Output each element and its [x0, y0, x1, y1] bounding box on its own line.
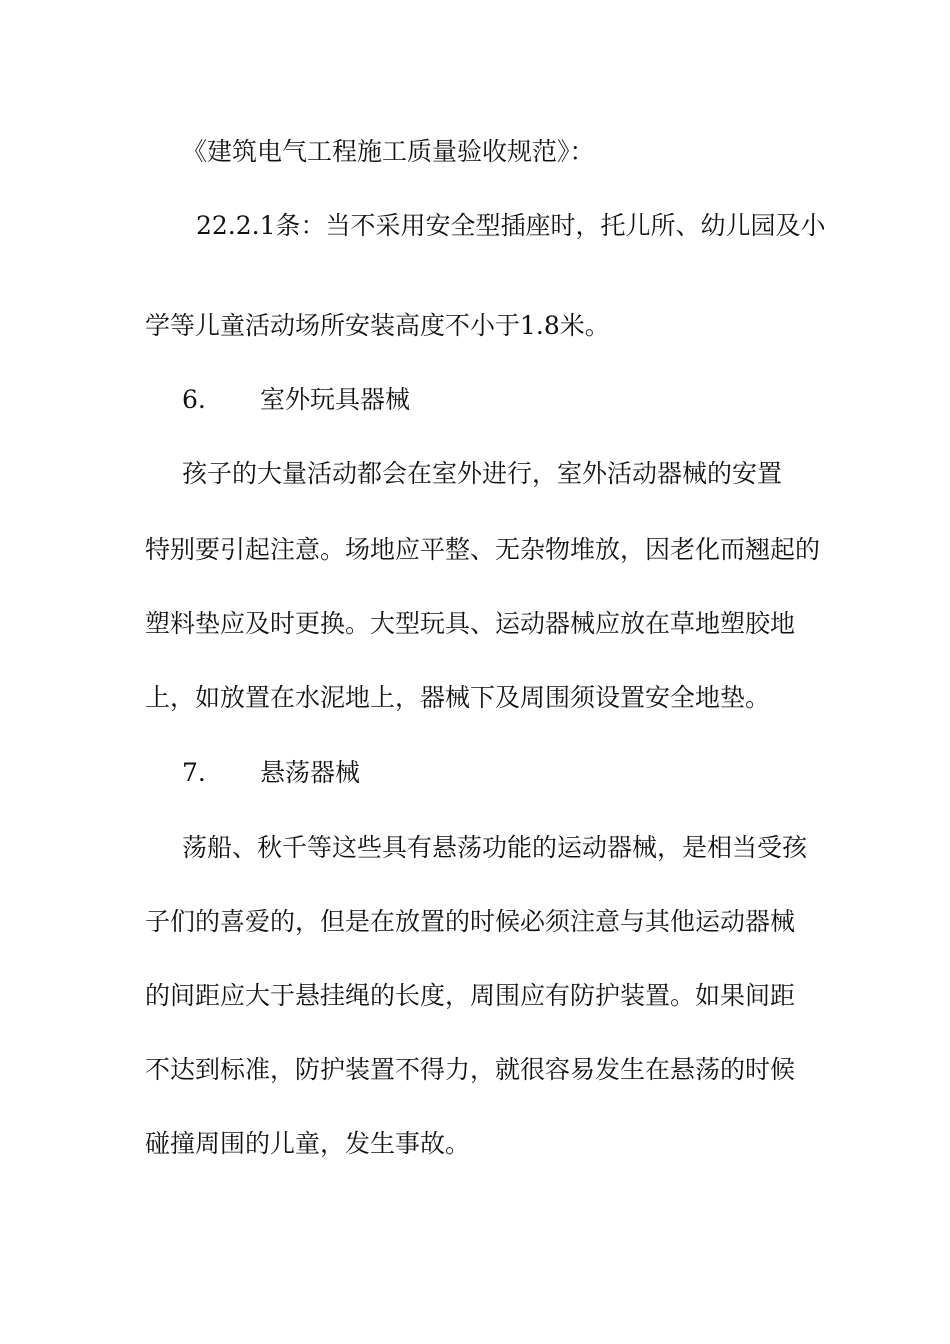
section-6-line-3: 塑料垫应及时更换。大型玩具、运动器械应放在草地塑胶地 — [145, 609, 796, 638]
section-6-line-2: 特别要引起注意。场地应平整、无杂物堆放，因老化而翘起的 — [145, 535, 821, 564]
section-6-number: 6. — [182, 385, 206, 414]
section-7-number: 7. — [182, 758, 206, 787]
section-7-title: 悬荡器械 — [260, 758, 361, 787]
section-6-line-1: 孩子的大量活动都会在室外进行，室外活动器械的安置 — [182, 459, 783, 488]
section-7-line-5: 碰撞周围的儿童，发生事故。 — [145, 1129, 471, 1158]
section-6-line-4: 上，如放置在水泥地上，器械下及周围须设置安全地垫。 — [145, 683, 771, 712]
section-7-line-2: 子们的喜爱的，但是在放置的时候必须注意与其他运动器械 — [145, 907, 796, 936]
section-7-line-4: 不达到标准，防护装置不得力，就很容易发生在悬荡的时候 — [145, 1055, 796, 1084]
section-6-title: 室外玩具器械 — [260, 385, 411, 414]
section-7-line-3: 的间距应大于悬挂绳的长度，周围应有防护装置。如果间距 — [145, 981, 796, 1010]
clause-line-1: 22.2.1条：当不采用安全型插座时，托儿所、幼儿园及小 — [196, 211, 826, 240]
citation-title: 《建筑电气工程施工质量验收规范》： — [182, 137, 595, 166]
section-7-line-1: 荡船、秋千等这些具有悬荡功能的运动器械，是相当受孩 — [182, 833, 808, 862]
clause-line-2: 学等儿童活动场所安装高度不小于1.8米。 — [145, 311, 610, 340]
